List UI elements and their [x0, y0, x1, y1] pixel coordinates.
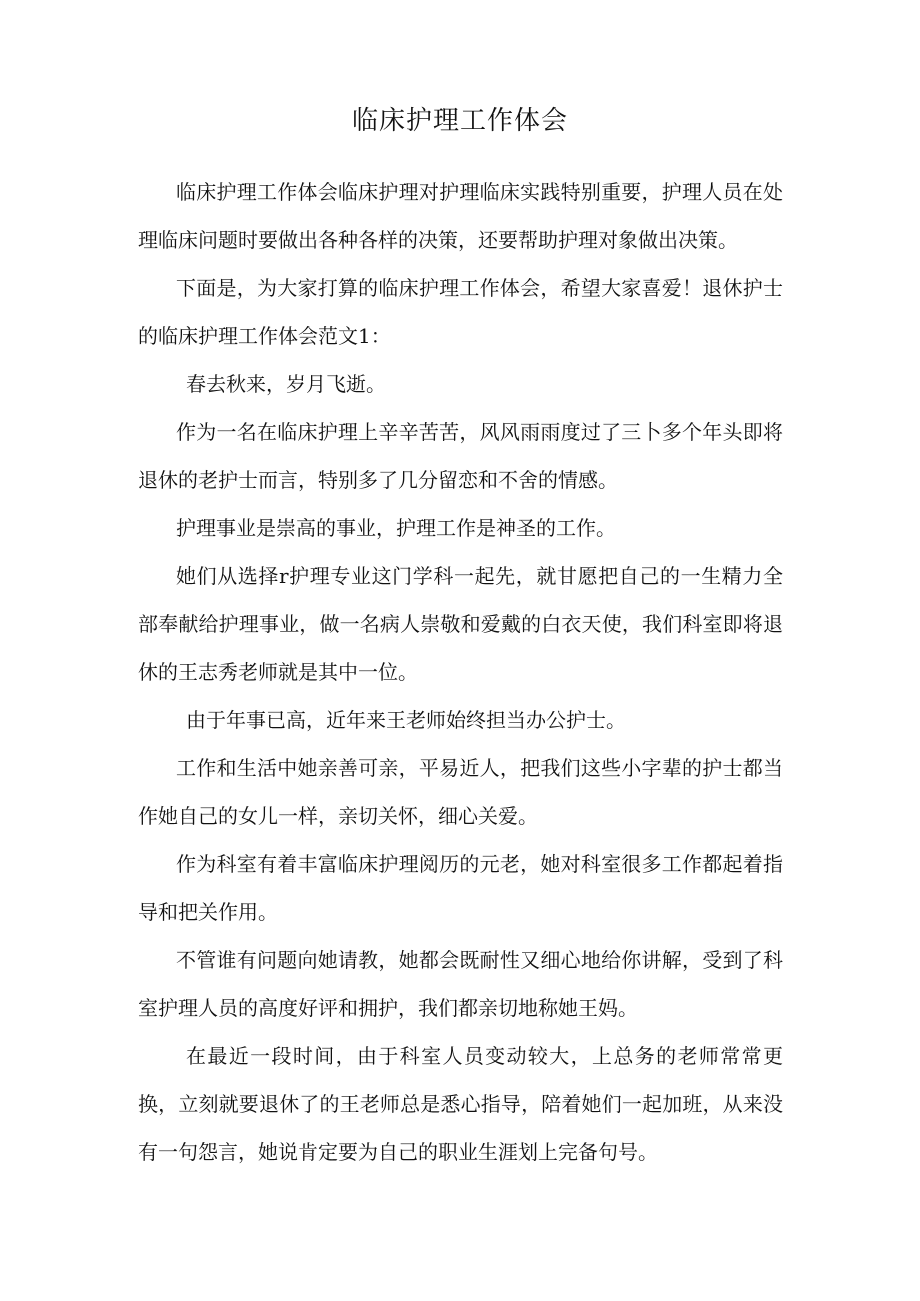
paragraph: 她们从选择r护理专业这门学科一起先，就甘愿把自己的一生精力全部奉献给护理事业，做一名病人崇敬和爱戴的白衣天使，我们科室即将退休的王志秀老师就是其中一位。	[138, 564, 783, 684]
paragraph: 由于年事已高，近年来王老师始终担当办公护士。	[186, 708, 626, 732]
document-title: 临床护理工作体会	[351, 106, 568, 136]
paragraph: 工作和生活中她亲善可亲，平易近人，把我们这些小字辈的护士都当作她自己的女儿一样，亲切关怀，细心关爱。	[138, 756, 783, 828]
paragraph: 不管谁有问题向她请教，她都会既耐性又细心地给你讲解，受到了科室护理人员的高度好评和拥护，我们都亲切地称她王妈。	[138, 948, 783, 1020]
paragraph: 春去秋来，岁月飞逝。	[186, 372, 386, 396]
paragraph: 作为科室有着丰富临床护理阅历的元老，她对科室很多工作都起着指导和把关作用。	[138, 852, 783, 924]
document-body	[138, 168, 783, 1176]
paragraph: 下面是，为大家打算的临床护理工作体会，希望大家喜爱！退休护士的临床护理工作体会范文1：	[138, 276, 783, 348]
paragraph: 作为一名在临床护理上辛辛苦苦，风风雨雨度过了三卜多个年头即将退休的老护士而言，特别多了几分留恋和不舍的情感。	[138, 420, 783, 492]
paragraph: 护理事业是崇高的事业，护理工作是神圣的工作。	[176, 516, 616, 540]
paragraph: 在最近一段时间，由于科室人员变动较大，上总务的老师常常更换，立刻就要退休了的王老师总是悉心指导，陪着她们一起加班，从来没有一句怨言，她说肯定要为自己的职业生涯划上完备句号。	[138, 1044, 783, 1164]
paragraph: 临床护理工作体会临床护理对护理临床实践特别重要，护理人员在处理临床问题时要做出各种各样的决策，还要帮助护理对象做出决策。	[138, 180, 783, 252]
